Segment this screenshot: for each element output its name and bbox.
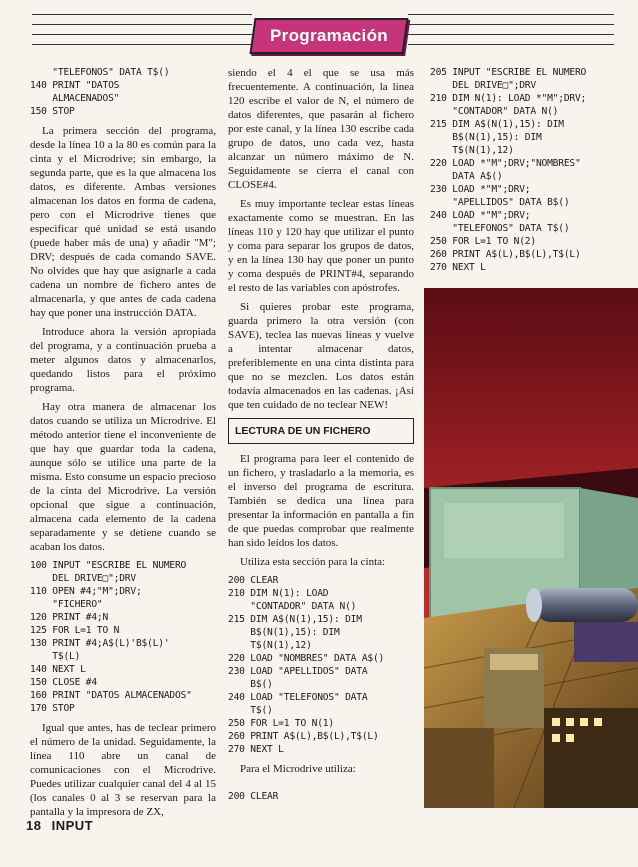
header-rule [32, 24, 252, 25]
code-listing-top: "TELEFONOS" DATA T$() 140 PRINT "DATOS ALMACENADOS" 150 STOP [30, 67, 170, 117]
section-title: Programación [270, 26, 388, 45]
paragraph: Es muy importante teclear estas líneas exactamente como se muestran. En las líneas 110 y 120 hay que utilizar el punto y coma para separar los grupos de datos, y en la línea 130 hay que poner un punto y coma después de PRINT#4, separando el resto de las variables con apóstrofes. [228, 198, 414, 294]
header-rule [408, 34, 614, 35]
paragraph: La primera sección del programa, desde la línea 10 a la 80 es común para la cinta y el Microdrive; sin embargo, la segunda parte, que es la que almacena los datos, es diferente. Ambas versiones almacenan los datos en forma de cadena, pero con el Microdrive tienes que especificar qué unidad se está usando (puede haber más de una) y añadir "M"; DRV; después de cada comando SAVE. No olvides que hay que asignarle a cada cadena un nombre de fichero antes de almacenarla, y que antes de cada cadena hay que poner una instrucción DATA. [30, 125, 216, 319]
paragraph: Para el Microdrive utiliza: [240, 763, 356, 775]
section-heading-text: LECTURA DE UN FICHERO [235, 425, 371, 437]
futuristic-city-illustration [424, 288, 638, 808]
column-middle [228, 66, 414, 809]
paragraph: Introduce ahora la versión apropiada del programa, y a continuación prueba a meter algunos datos y almacenarlos, quedando listos para el próximo programa. [30, 326, 216, 394]
section-heading [228, 418, 414, 444]
page-number: 18 [26, 818, 42, 833]
code-listing-cassette-load: 200 CLEAR 210 DIM N(1): LOAD "CONTADOR" DATA N() 215 DIM A$(N(1),15): DIM B$(N(1),15): DIM T$(N(1),12) 220 LOAD "NOMBRES" DATA A$() 230 LOAD "APELLIDOS" DATA B$() 240 LOAD "TELEFONOS" DATA T$() 250 FOR L=1 TO N(1) 260 PRINT A$(L),B$(L),T$(L) 270 NEXT L [228, 575, 385, 755]
magazine-name: INPUT [51, 818, 94, 833]
header-rule [32, 14, 252, 15]
paragraph: Utiliza esta sección para la cinta: [240, 556, 386, 568]
illustration-svg [424, 288, 638, 808]
paragraph: Si quieres probar este programa, guarda primero la otra versión (con SAVE), teclea las nuevas líneas y vuelve a intentar almacenar datos, preferiblemente en una cinta distinta para que no se mezclen. Los datos están todavía almacenados en las cadenas. ¡Así que ten cuidado de no teclear NEW! [228, 301, 414, 411]
code-listing-microdrive-load: 205 INPUT "ESCRIBE EL NUMERO DEL DRIVE□";DRV 210 DIM N(1): LOAD *"M";DRV; "CONTADOR" DATA N() 215 DIM A$(N(1),15): DIM B$(N(1),15): DIM T$(N(1),12) 220 LOAD *"M";DRV;"NOMBRES" DATA A$() 230 LOAD *"M";DRV; "APELLIDOS" DATA B$() 240 LOAD *"M";DRV; "TELEFONOS" DATA T$() 250 FOR L=1 TO N(2) 260 PRINT A$(L),B$(L),T$(L) 270 NEXT L [430, 67, 587, 273]
paragraph: siendo el 4 el que se usa más frecuentemente. A continuación, la línea 120 escribe el valor de N, el número de datos diferentes, que pasarán al fichero por este canal, y la línea 130 escribe cada grupo de datos, uno cada vez, hasta alcanzar un número máximo de N. Seguidamente se cierra el canal con CLOSE#4. [228, 67, 414, 191]
header-rule [408, 44, 614, 45]
paragraph: El programa para leer el contenido de un fichero, y trasladarlo a la memoria, es el inverso del programa de escritura. También se dedica una línea para presentar la información en pantalla a fin de que puedas comprobar que realmente han sido leídos los datos. [228, 453, 414, 549]
column-left [30, 66, 216, 824]
page-footer [26, 818, 93, 833]
paragraph: Igual que antes, has de teclear primero el número de la unidad. Seguidamente, la línea 110 abre un canal de comunicaciones con el Microdrive. Puedes utilizar cualquier canal del 4 al 15 (los canales 0 al 3 se reservan para la pantalla y la impresora de ZX, [30, 722, 216, 818]
column-right [430, 66, 636, 280]
section-banner [249, 18, 408, 54]
header-rule [408, 14, 614, 15]
code-listing-microdrive-save: 100 INPUT "ESCRIBE EL NUMERO DEL DRIVE□";DRV 110 OPEN #4;"M";DRV; "FICHERO" 120 PRINT #4;N 125 FOR L=1 TO N 130 PRINT #4;A$(L)'B$(L)' T$(L) 140 NEXT L 150 CLOSE #4 160 PRINT "DATOS ALMACENADOS" 170 STOP [30, 560, 192, 714]
paragraph: Hay otra manera de almacenar los datos cuando se utiliza un Microdrive. El método anterior tiene el inconveniente de que hay que guardar toda la cadena, aunque sólo se utilice una parte de la misma. Esto consume un espacio precioso de la cinta del Microdrive. La versión opcional que sigue a continuación, almacena cada elemento de la cadena separadamente y se detiene cuando se acaban los datos. [30, 401, 216, 553]
header-rule [408, 24, 614, 25]
code-listing-microdrive-start: 200 CLEAR [228, 791, 279, 802]
header-rule [32, 44, 252, 45]
header-rule [32, 34, 252, 35]
